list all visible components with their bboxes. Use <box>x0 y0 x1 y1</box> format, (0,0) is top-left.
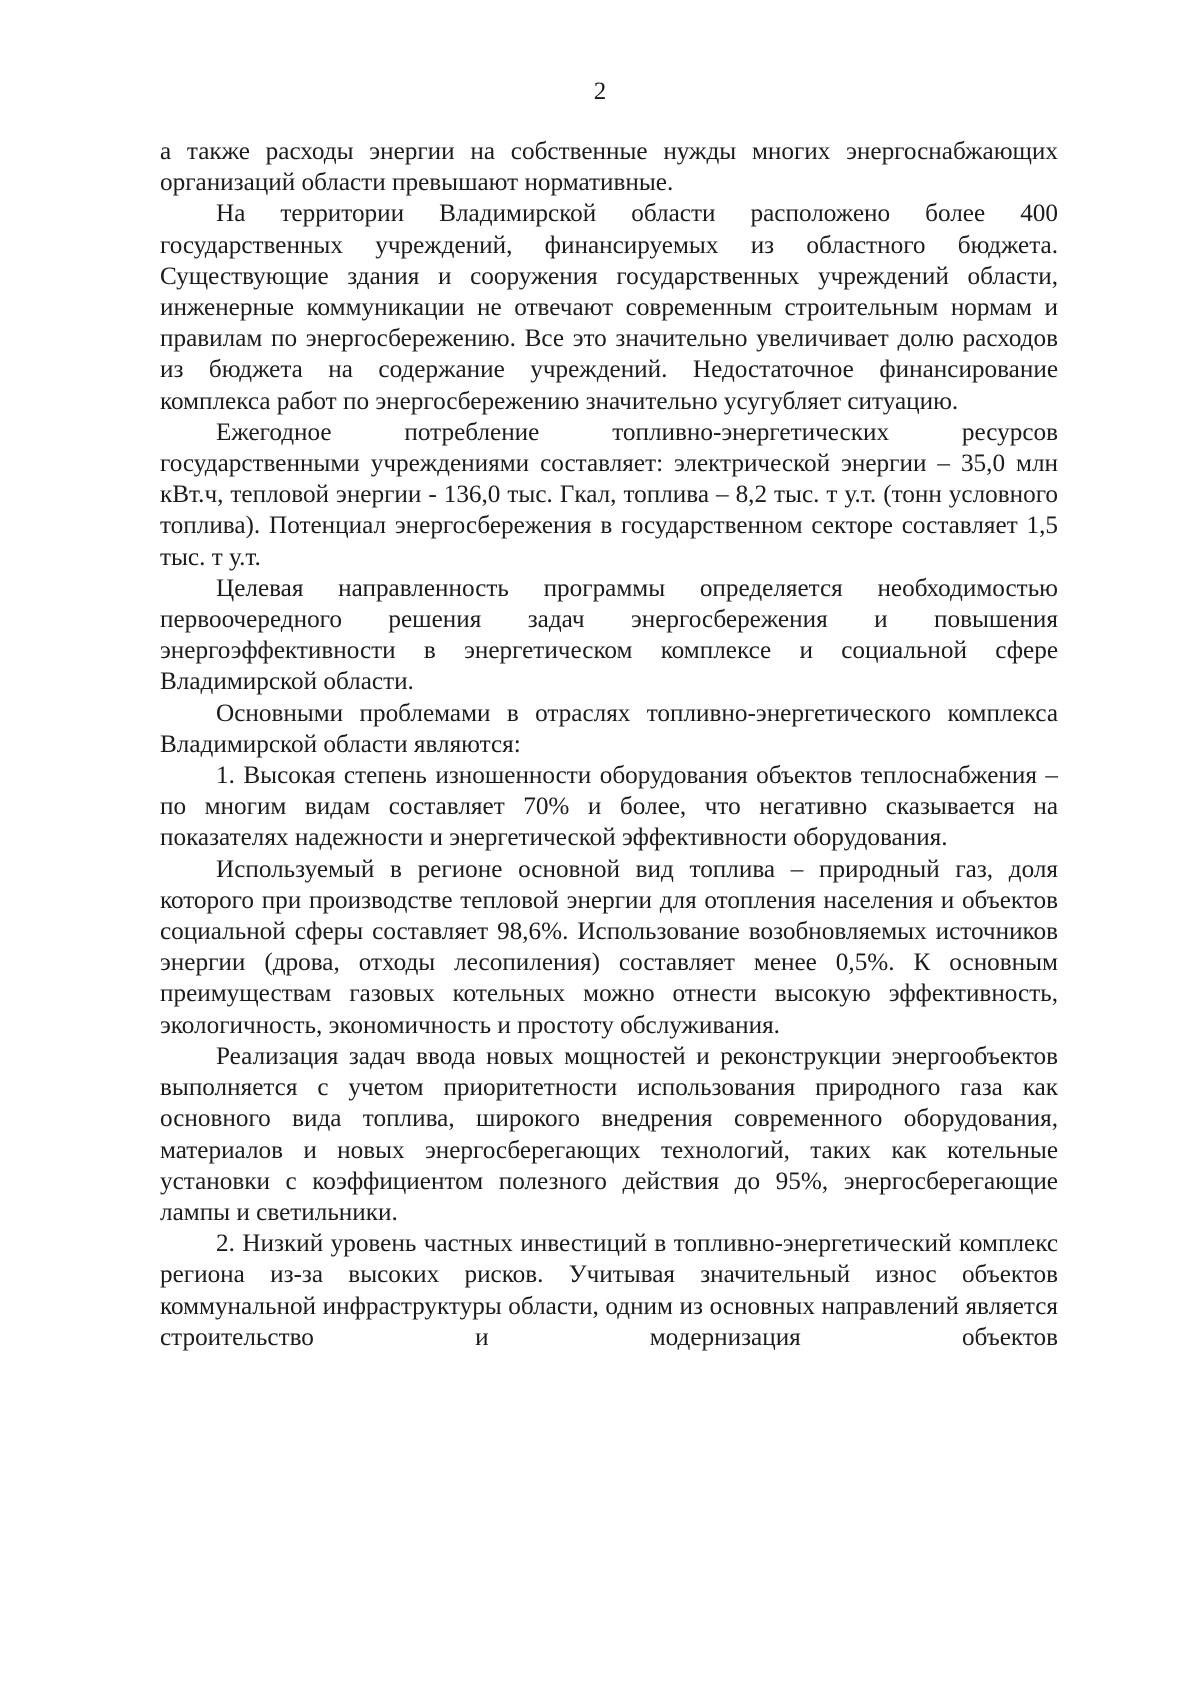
list-item-equipment-wear: 1. Высокая степень изношенности оборудования объектов теплоснабжения – по многим видам составляет 70% и более, что негативно сказывается на показателях надежности и энергетической эффективности оборудования. <box>160 762 1058 852</box>
paragraph-program-purpose: Целевая направленность программы определяется необходимостью первоочередного решения задач энергосбережения и повышения энергоэффективности в энергетическом комплексе и социальной сфере Владимирской области. <box>160 574 1058 696</box>
page-number: 2 <box>593 78 607 105</box>
paragraph-main-problems: Основными проблемами в отраслях топливно-энергетического комплекса Владимирской области являются: <box>160 699 1058 758</box>
paragraph-implementation: Реализация задач ввода новых мощностей и реконструкции энергообъектов выполняется с учетом приоритетности использования природного газа как основного вида топлива, широкого внедрения современного оборудования, материалов и новых энергосберегающих технологий, таких как котельные установки с коэффициентом полезного действия до 95%, энергосберегающие лампы и светильники. <box>160 1042 1058 1226</box>
list-item-low-investment: 2. Низкий уровень частных инвестиций в топливно-энергетический комплекс региона из-за высоких рисков. Учитывая значительный износ объектов коммунальной инфраструктуры области, одним из основных направлений является строительство и модернизация объектов <box>160 1230 1058 1351</box>
paragraph-continuation: а также расходы энергии на собственные нужды многих энергоснабжающих организаций области превышают нормативные. <box>160 138 1058 197</box>
paragraph-state-institutions: На территории Владимирской области расположено более 400 государственных учреждений, финансируемых из областного бюджета. Существующие здания и сооружения государственных учреждений области, инженерные коммуникации не отвечают современным строительным нормам и правилам по энергосбережению. Все это значительно увеличивает долю расходов из бюджета на содержание учреждений. Недостаточное финансирование комплекса работ по энергосбережению значительно усугубляет ситуацию. <box>160 200 1058 415</box>
document-body <box>160 136 1058 1353</box>
paragraph-annual-consumption: Ежегодное потребление топливно-энергетических ресурсов государственными учреждениями составляет: электрической энергии – 35,0 млн кВт.ч, тепловой энергии - 136,0 тыс. Гкал, топлива – 8,2 тыс. т у.т. (тонн условного топлива). Потенциал энергосбережения в государственном секторе составляет 1,5 тыс. т у.т. <box>160 418 1058 571</box>
paragraph-fuel-type: Используемый в регионе основной вид топлива – природный газ, доля которого при производстве тепловой энергии для отопления населения и объектов социальной сферы составляет 98,6%. Использование возобновляемых источников энергии (дрова, отходы лесопиления) составляет менее 0,5%. К основным преимуществам газовых котельных можно отнести высокую эффективность, экологичность, экономичность и простоту обслуживания. <box>160 855 1058 1039</box>
